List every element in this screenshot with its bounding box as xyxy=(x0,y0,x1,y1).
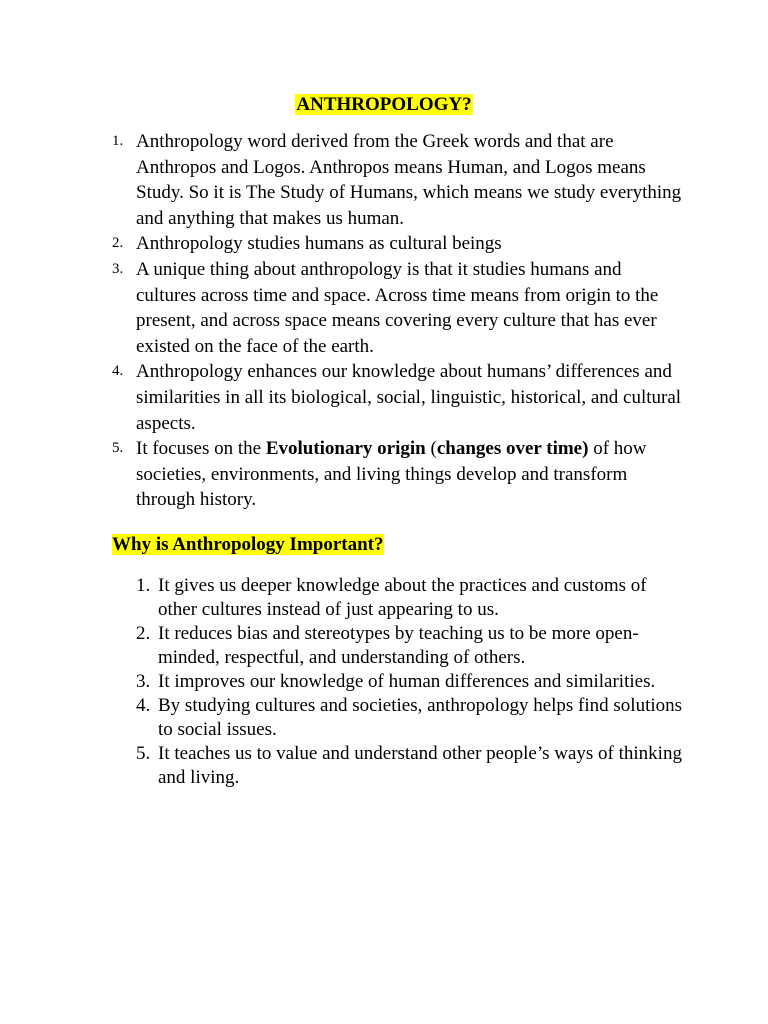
list-item-text: A unique thing about anthropology is that it studies humans and cultures across time and space. Across time means from origin to the present, and across space means covering every culture that has ever existed on the face of the earth. xyxy=(136,258,659,357)
list-item-text: Anthropology enhances our knowledge about humans’ differences and similarities in all its biological, social, linguistic, historical, and cultural aspects. xyxy=(136,361,682,434)
list-item xyxy=(112,359,682,436)
list-item xyxy=(136,694,686,742)
list-item-number: 5. xyxy=(112,440,124,457)
list-item-text: Anthropology word derived from the Greek words and that are Anthropos and Logos. Anthropos means Human, and Logos means Study. So it is The Study of Humans, which means we study everything and anything that makes us human. xyxy=(136,131,682,229)
bold-term-evolutionary-origin: Evolutionary origin xyxy=(265,438,426,460)
bold-term-changes-over-time: changes over time) xyxy=(436,438,589,460)
list-item xyxy=(136,742,686,790)
list-item xyxy=(112,257,682,359)
list-item xyxy=(136,574,686,622)
list-item-text: By studying cultures and societies, anthropology helps find solutions to social issues. xyxy=(158,695,683,740)
list-item xyxy=(112,231,682,257)
list-item-text-start: It focuses on the xyxy=(136,438,266,460)
list-item-number: 2. xyxy=(112,235,124,252)
list-item-text: It gives us deeper knowledge about the practices and customs of other cultures instead of just appearing to us. xyxy=(158,575,647,620)
list-item xyxy=(136,670,686,694)
title-container xyxy=(0,93,768,117)
list-item-number: 5. xyxy=(136,743,151,764)
list-item-text-paren: ( xyxy=(425,438,437,460)
list-item-text-end: of how societies, environments, and living things develop and transform through history. xyxy=(136,438,647,511)
list-item xyxy=(112,436,682,513)
definition-list xyxy=(112,129,682,513)
list-item-number: 3. xyxy=(136,671,151,692)
list-item-text: Anthropology studies humans as cultural beings xyxy=(136,233,502,255)
list-item-number: 4. xyxy=(112,363,124,380)
page-title: ANTHROPOLOGY? xyxy=(296,94,472,115)
list-item-text: It reduces bias and stereotypes by teaching us to be more open-minded, respectful, and understanding of others. xyxy=(158,623,639,668)
list-item-number: 2. xyxy=(136,623,151,644)
section-heading-text: Why is Anthropology Important? xyxy=(112,534,384,555)
list-item-number: 4. xyxy=(136,695,151,716)
list-item-text: It teaches us to value and understand other people’s ways of thinking and living. xyxy=(158,743,682,788)
list-item-number: 1. xyxy=(136,575,151,596)
list-item xyxy=(112,129,682,231)
list-item xyxy=(136,622,686,670)
list-item-number: 3. xyxy=(112,260,124,277)
list-item-number: 1. xyxy=(112,133,124,149)
list-item-text: It improves our knowledge of human differences and similarities. xyxy=(158,671,656,692)
section-heading xyxy=(112,533,384,557)
importance-list xyxy=(136,574,686,790)
